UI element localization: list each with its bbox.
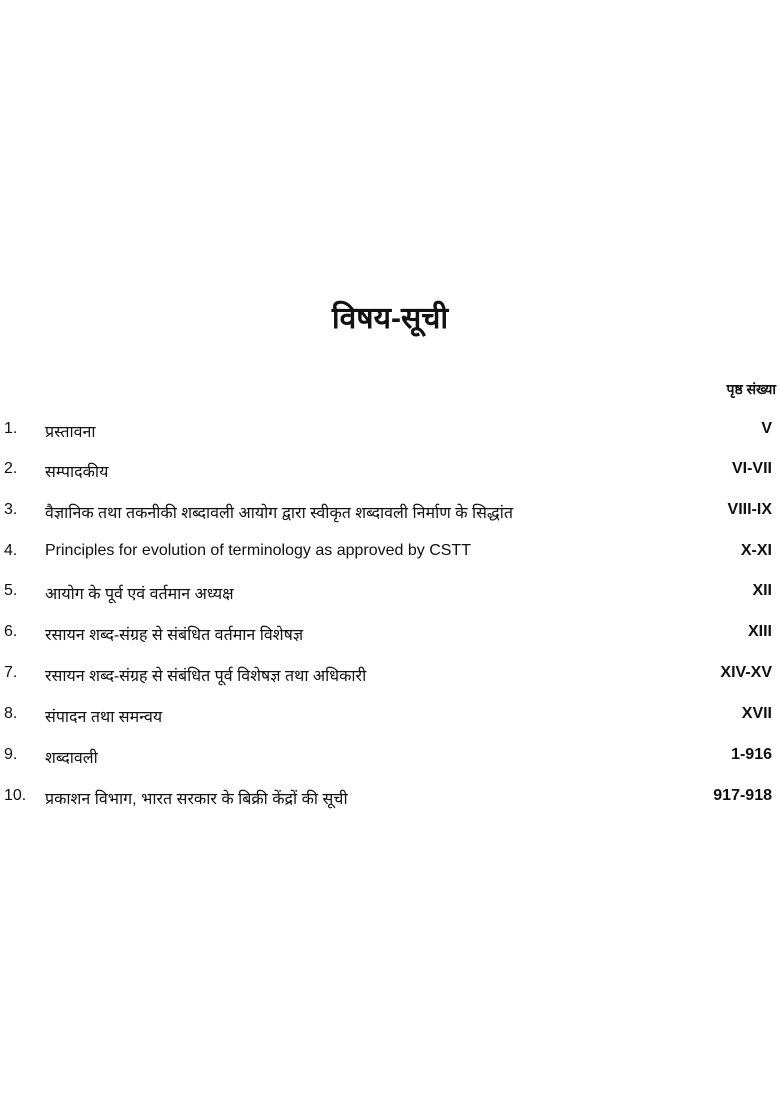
entry-title: आयोग के पूर्व एवं वर्तमान अध्यक्ष xyxy=(45,586,234,603)
toc-entry xyxy=(0,746,776,770)
toc-entry xyxy=(0,582,776,606)
toc-entry xyxy=(0,420,776,444)
entry-page: X-XI xyxy=(740,542,772,559)
entry-page: 917-918 xyxy=(713,787,772,804)
page-number-column-header: पृष्ठ संख्या xyxy=(726,381,776,397)
entry-number: 1. xyxy=(4,420,18,437)
entry-page: V xyxy=(761,420,772,437)
entry-title: सम्पादकीय xyxy=(45,464,109,481)
toc-entry xyxy=(0,501,776,525)
entry-number: 10. xyxy=(4,787,27,804)
entry-number: 7. xyxy=(4,664,18,681)
entry-page: 1-916 xyxy=(731,746,772,763)
entry-page: XII xyxy=(752,582,772,599)
entry-page: XVII xyxy=(741,705,772,722)
entry-title: संपादन तथा समन्वय xyxy=(45,709,163,726)
entry-title: रसायन शब्द-संग्रह से संबंधित वर्तमान विशेषज्ञ xyxy=(45,627,304,644)
entry-page: XIII xyxy=(747,623,772,640)
toc-entry xyxy=(0,664,776,688)
entry-title: शब्दावली xyxy=(45,750,98,767)
entry-number: 5. xyxy=(4,582,18,599)
toc-entry xyxy=(0,623,776,647)
entry-page: VIII-IX xyxy=(727,501,772,518)
toc-entry xyxy=(0,705,776,729)
entry-number: 8. xyxy=(4,705,18,722)
entry-title: वैज्ञानिक तथा तकनीकी शब्दावली आयोग द्वारा स्वीकृत शब्दावली निर्माण के सिद्धांत xyxy=(45,505,513,522)
entry-number: 2. xyxy=(4,460,18,477)
entry-page: VI-VII xyxy=(731,460,772,477)
toc-entry xyxy=(0,787,776,811)
entry-title: रसायन शब्द-संग्रह से संबंधित पूर्व विशेषज्ञ तथा अधिकारी xyxy=(45,668,367,685)
entry-number: 9. xyxy=(4,746,18,763)
toc-entry xyxy=(0,542,776,566)
toc-entry xyxy=(0,460,776,484)
entry-title: प्रस्तावना xyxy=(45,424,96,441)
entry-page: XIV-XV xyxy=(720,664,772,681)
entry-title: प्रकाशन विभाग, भारत सरकार के बिक्री केंद्रों की सूची xyxy=(45,791,348,808)
page-title: विषय-सूची xyxy=(331,302,449,335)
entry-number: 6. xyxy=(4,623,18,640)
entry-title: Principles for evolution of terminology as approved by CSTT xyxy=(45,542,471,559)
entry-number: 4. xyxy=(4,542,18,559)
entry-number: 3. xyxy=(4,501,18,518)
